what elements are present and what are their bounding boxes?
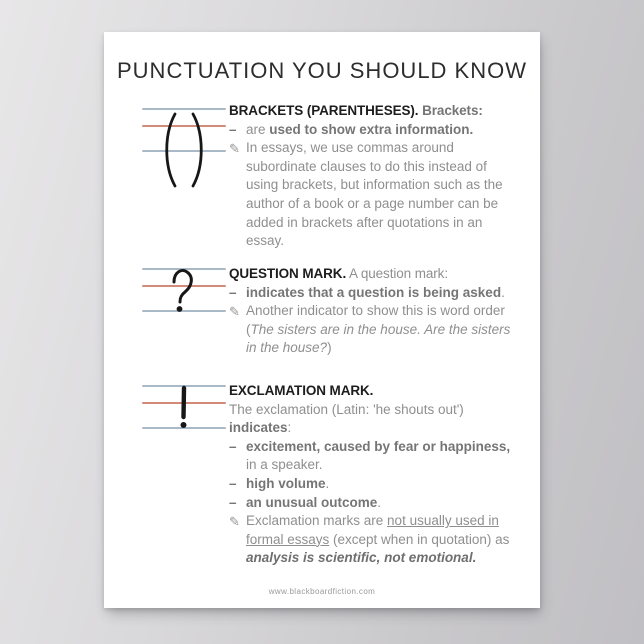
exclamation-bullet-2 (229, 475, 517, 494)
question-heading (229, 265, 517, 284)
exclamation-indicates-line (229, 419, 517, 438)
bullet-bold-text: excitement, caused by fear or happiness, (246, 438, 511, 454)
footer-url: www.blackboardfiction.com (268, 587, 376, 596)
poster-sheet (104, 32, 540, 608)
pencil-icon: ✎ (229, 141, 240, 157)
heading-black-text: QUESTION MARK. (229, 266, 347, 281)
brackets-heading (229, 102, 517, 121)
body-text: : (287, 420, 292, 436)
body-text: The exclamation (Latin: 'he shouts out') (229, 401, 464, 417)
note-text: (except when in quotation) as (329, 531, 510, 547)
poster-title: PUNCTUATION YOU SHOULD KNOW (117, 58, 527, 83)
question-mark-ruled-lines-icon (142, 264, 226, 358)
section-brackets (104, 102, 540, 251)
note-italic-text: The sisters are in the house. Are the sisters in the house? (246, 321, 511, 356)
parentheses-glyph-icon (142, 104, 226, 198)
heading-black-text: BRACKETS (PARENTHESES). (229, 103, 419, 118)
section-question-mark (104, 265, 540, 358)
exclamation-bullet-1 (229, 438, 517, 475)
exclamation-heading (229, 382, 517, 401)
note-underline-text: not usually used in formal essays (246, 513, 499, 547)
bullet-text: . (325, 475, 330, 491)
exclamation-latin-line (229, 401, 517, 420)
brackets-note (229, 139, 517, 251)
exclamation-glyph-icon (142, 381, 226, 475)
dash-bullet-icon: – (229, 438, 237, 454)
dash-bullet-icon: – (229, 284, 237, 300)
bullet-bold-text: used to show extra information. (269, 121, 474, 137)
note-text: Exclamation marks are (246, 513, 388, 529)
bullet-text: . (501, 284, 505, 300)
dash-bullet-icon: – (229, 121, 237, 137)
bullet-bold-text: high volume (246, 475, 326, 491)
exclamation-note (229, 512, 517, 568)
note-text: Another indicator to show this is word order ( (246, 303, 505, 337)
question-mark-glyph-icon (142, 264, 226, 358)
heading-gray-text: A question mark: (346, 266, 448, 281)
bullet-bold-text: an unusual outcome (246, 494, 378, 510)
note-bold-italic-text: analysis is scientific, not emotional. (246, 550, 477, 566)
question-bullet (229, 284, 517, 303)
bullet-text: in a speaker. (246, 457, 323, 473)
heading-gray-text: Brackets: (418, 103, 483, 118)
pencil-icon: ✎ (229, 514, 240, 530)
question-note (229, 302, 517, 358)
note-text: ) (327, 340, 332, 356)
dash-bullet-icon: – (229, 494, 237, 510)
parentheses-ruled-lines-icon (142, 104, 226, 198)
bullet-text: are (246, 121, 270, 137)
body-bold-text: indicates (229, 420, 288, 436)
exclamation-ruled-lines-icon (142, 381, 226, 475)
brackets-bullet (229, 121, 517, 140)
dash-bullet-icon: – (229, 475, 237, 491)
exclamation-bullet-3 (229, 494, 517, 513)
heading-black-text: EXCLAMATION MARK. (229, 383, 374, 398)
bullet-bold-text: indicates that a question is being asked (246, 284, 502, 300)
section-exclamation-mark (104, 382, 540, 568)
pencil-icon: ✎ (229, 304, 240, 320)
note-text: In essays, we use commas around subordinate clauses to do this instead of using brackets, but information such as the author of a book or a page number can be added in brackets after quotations in an essay. (246, 140, 503, 249)
bullet-text: . (377, 494, 382, 510)
